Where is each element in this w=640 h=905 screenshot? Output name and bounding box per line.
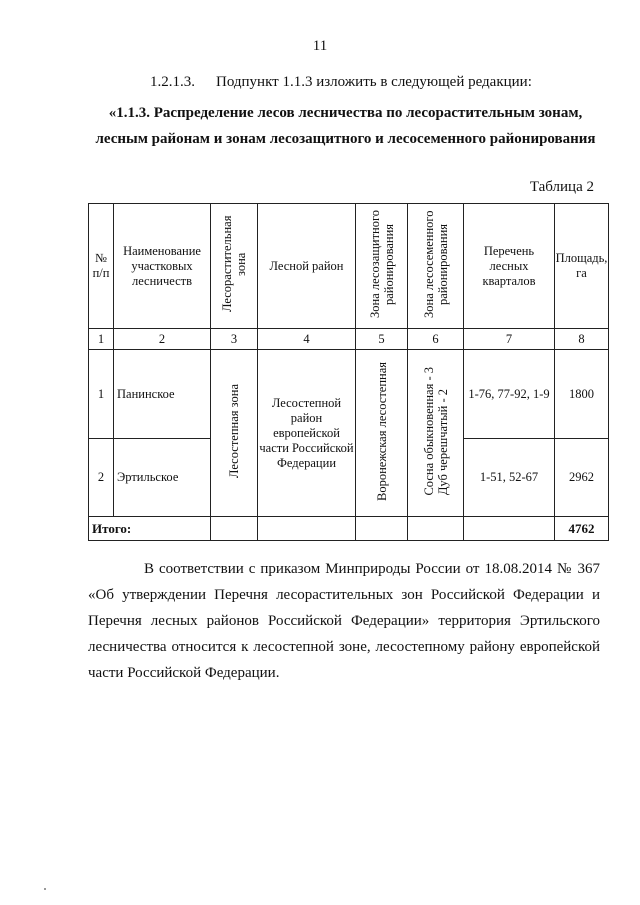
subpoint-text: Подпункт 1.1.3 изложить в следующей редакции:: [216, 74, 532, 90]
table-header-row: [89, 204, 609, 329]
header-zone: Лесорастительная зона: [211, 204, 258, 329]
scan-dot: [44, 888, 46, 890]
row-area: 1800: [555, 350, 609, 439]
row-name: Эртильское: [114, 439, 211, 517]
col-number: 8: [555, 329, 609, 350]
row-num: 1: [89, 350, 114, 439]
total-label: Итого:: [89, 517, 211, 541]
header-protection: Зона лесозащитного районирования: [356, 204, 408, 329]
row-quarters: 1-76, 77-92, 1-9: [464, 350, 555, 439]
column-number-row: [89, 329, 609, 350]
merged-protection: Воронежская лесостепная: [356, 350, 408, 517]
paragraph-text: В соответствии с приказом Минприроды России от 18.08.2014 № 367 «Об утверждении Перечня лесорастительных зон Российской Федерации и Перечня лесных районов Российской Федерации» территория Эртильского лесничества относится к лесостепной зоне, лесостепному району европейской части Российской Федерации.: [88, 561, 600, 681]
subpoint-number: 1.2.1.3.: [150, 74, 195, 90]
header-district: Лесной район: [258, 204, 356, 329]
col-number: 6: [408, 329, 464, 350]
row-num: 2: [89, 439, 114, 517]
col-number: 1: [89, 329, 114, 350]
table-row: [89, 350, 609, 439]
header-seed: Зона лесосеменного районирования: [408, 204, 464, 329]
header-name: Наименование участковых лесничеств: [114, 204, 211, 329]
forest-distribution-table: [88, 203, 609, 541]
total-area: 4762: [555, 517, 609, 541]
table-caption: Таблица 2: [529, 179, 594, 195]
seed-oak: Дуб черешчатый - 2: [435, 389, 450, 496]
total-row: [89, 517, 609, 541]
col-number: 4: [258, 329, 356, 350]
section-heading: «1.1.3. Распределение лесов лесничества по лесорастительным зонам, лесным районам и зонам лесозащитного и лесосеменного районирования: [95, 105, 596, 147]
seed-pine: Сосна обыкновенная - 3: [421, 366, 436, 496]
row-area: 2962: [555, 439, 609, 517]
header-area: Площадь, га: [555, 204, 609, 329]
row-quarters: 1-51, 52-67: [464, 439, 555, 517]
col-number: 7: [464, 329, 555, 350]
col-number: 3: [211, 329, 258, 350]
subpoint-line: [150, 74, 532, 91]
header-quarters: Перечень лесных кварталов: [464, 204, 555, 329]
row-name: Панинское: [114, 350, 211, 439]
merged-zone: Лесостепная зона: [211, 350, 258, 517]
merged-district: Лесостепной район европейской части Российской Федерации: [258, 350, 356, 517]
page-number: 11: [312, 38, 328, 54]
body-paragraph: [88, 556, 600, 686]
merged-seed: [408, 350, 464, 517]
col-number: 2: [114, 329, 211, 350]
header-num: № п/п: [89, 204, 114, 329]
col-number: 5: [356, 329, 408, 350]
